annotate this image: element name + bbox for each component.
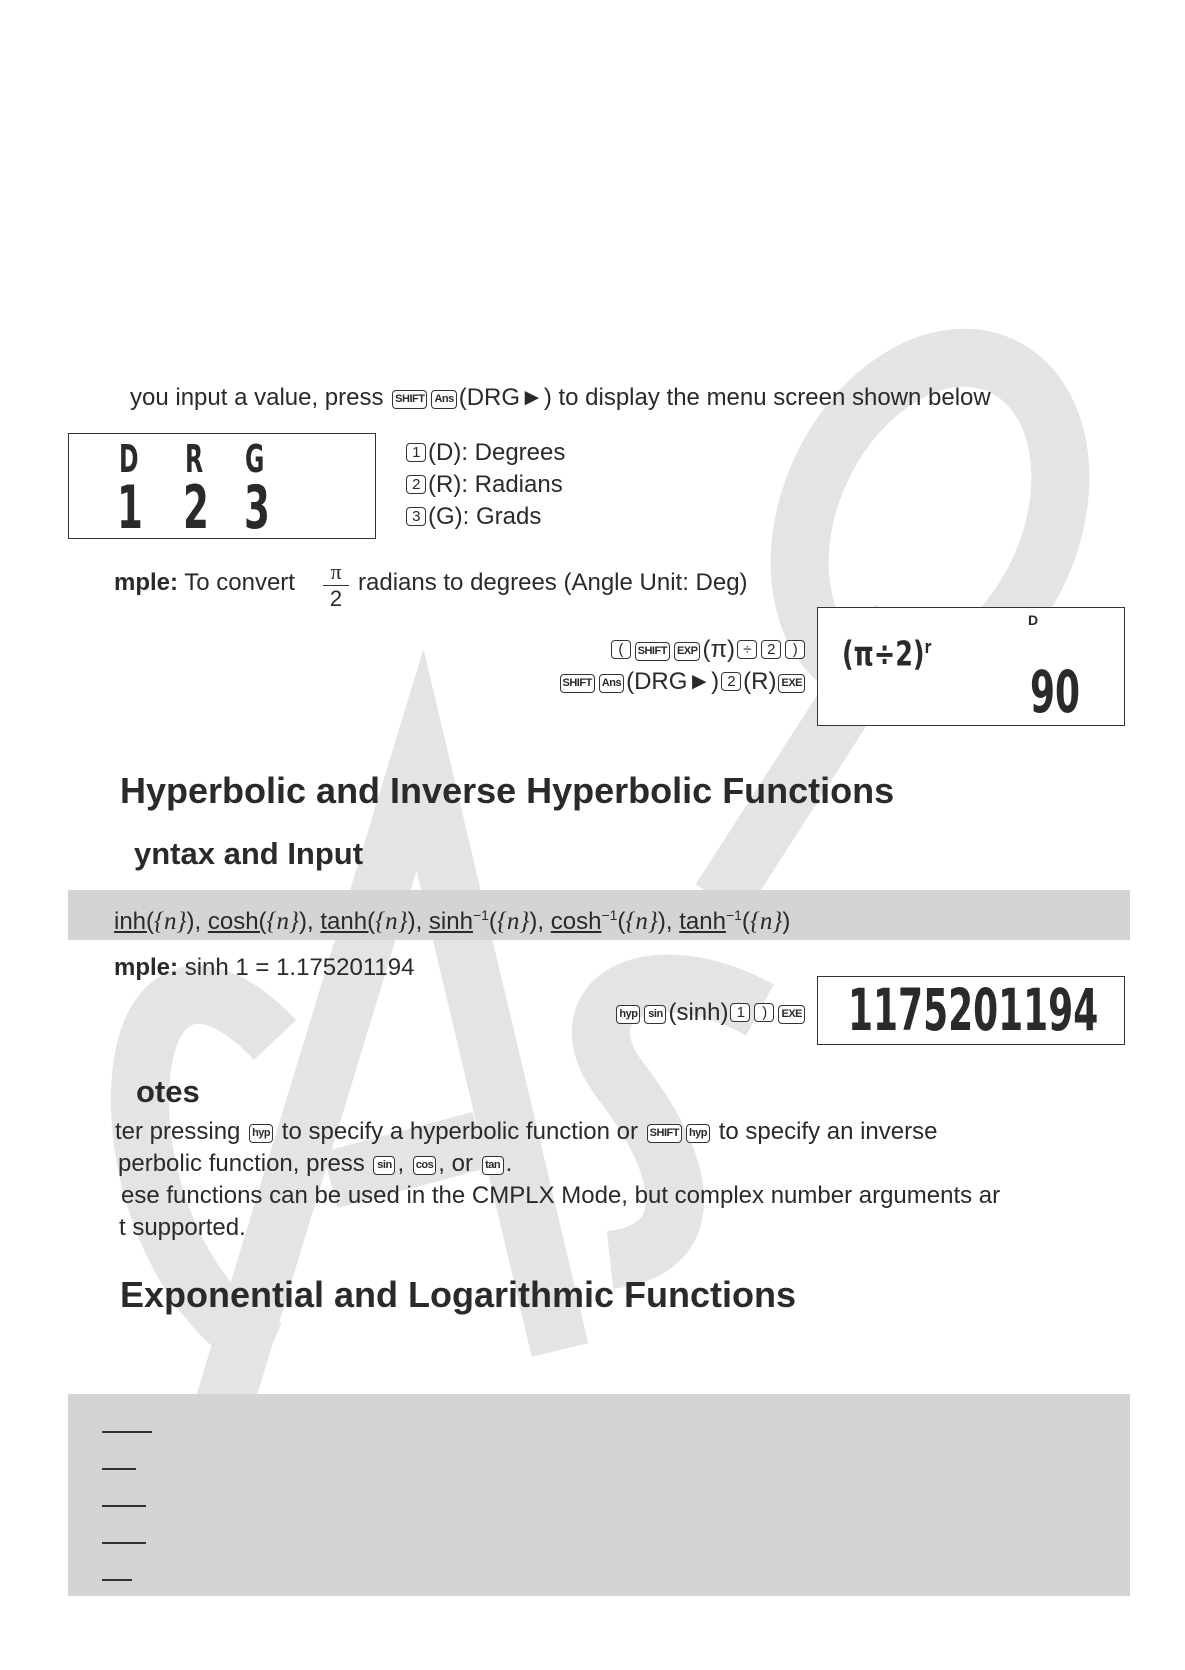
example1-display: [817, 607, 1125, 726]
inverse-mark: −1: [472, 907, 489, 923]
acosh-func: cosh: [550, 908, 602, 935]
result-value: 90: [1030, 658, 1081, 726]
arg: {n}: [496, 908, 530, 935]
inverse-mark: −1: [601, 907, 618, 923]
open-paren-key: (: [611, 640, 631, 659]
drg-option-radians: [404, 469, 563, 501]
close-paren-key: ): [785, 640, 805, 659]
radian-mark: r: [924, 637, 932, 658]
note-text: to specify a hyperbolic function or: [281, 1118, 638, 1145]
display-number-3: 3: [244, 473, 270, 543]
example1-keys-line2: [558, 666, 807, 698]
display-result: [1030, 658, 1111, 726]
key-2: 2: [761, 640, 781, 659]
sin-key: sin: [644, 1005, 666, 1024]
underline-mark: [102, 1579, 132, 1581]
close-paren-key: ): [754, 1003, 774, 1022]
key-1: 1: [406, 443, 426, 462]
note-text: to specify an inverse: [718, 1118, 938, 1145]
notes-line-2: [118, 1148, 512, 1180]
drg-intro-line: [130, 382, 991, 414]
shift-key: SHIFT: [635, 642, 670, 661]
section-title-hyperbolic: Hyperbolic and Inverse Hyperbolic Functions: [120, 770, 895, 811]
key-2: 2: [721, 672, 741, 691]
option-label: (R): Radians: [428, 471, 563, 498]
note-text: ter pressing: [115, 1118, 241, 1145]
display-letter-d: D: [119, 437, 139, 481]
drg-option-grads: [404, 501, 541, 533]
shift-key: SHIFT: [392, 390, 427, 409]
cos-key: cos: [413, 1156, 436, 1175]
drg-option-degrees: [404, 437, 565, 469]
pi-label: (π): [702, 636, 735, 663]
separator: , or: [438, 1150, 473, 1177]
pi-over-2-fraction: [323, 560, 349, 611]
fraction-denominator: 2: [329, 586, 343, 611]
ans-key: Ans: [431, 390, 456, 409]
shift-key: SHIFT: [560, 674, 595, 693]
drg-label: (DRG►): [626, 668, 720, 695]
arg: {n}: [375, 908, 408, 935]
display-input: [842, 628, 961, 674]
example2-display: [817, 976, 1125, 1045]
tanh-func: tanh(: [320, 908, 376, 935]
asinh-func: sinh: [428, 908, 473, 935]
hyp-key: hyp: [249, 1124, 273, 1143]
display-letter-r: R: [185, 437, 204, 481]
notes-line-3: ese functions can be used in the CMPLX Mode, but complex number arguments ar: [121, 1182, 1001, 1209]
hyp-key: hyp: [616, 1005, 640, 1024]
example-text-after: radians to degrees (Angle Unit: Deg): [358, 569, 748, 596]
input-expression: (π÷2): [842, 634, 925, 675]
inverse-mark: −1: [725, 907, 742, 923]
underline-mark: [102, 1505, 146, 1507]
example1-suffix: [358, 567, 748, 599]
arg: {n}: [749, 908, 783, 935]
display-number-1: 1: [117, 473, 143, 543]
intro-suffix: (DRG►) to display the menu screen shown below: [458, 384, 991, 411]
example-label: mple:: [114, 954, 179, 981]
example-text: To convert: [184, 569, 295, 596]
deg-indicator: D: [1028, 612, 1039, 628]
subtitle-syntax: yntax and Input: [134, 836, 364, 871]
example1-line: [114, 567, 295, 599]
note-text: perbolic function, press: [118, 1150, 365, 1177]
shift-key: SHIFT: [647, 1124, 682, 1143]
option-label: (D): Degrees: [428, 439, 566, 466]
notes-line-1: [115, 1116, 937, 1148]
arg: {n}: [154, 908, 187, 935]
example2-line: [114, 952, 414, 984]
example-label: mple:: [114, 569, 179, 596]
syntax-band-exponential: [68, 1394, 1130, 1596]
exe-key: EXE: [778, 674, 805, 693]
tan-key: tan: [482, 1156, 504, 1175]
period: .: [505, 1150, 513, 1177]
example1-keys-line1: [609, 634, 807, 666]
r-label: (R): [743, 668, 777, 695]
hyp-key: hyp: [686, 1124, 710, 1143]
underline-mark: [102, 1468, 136, 1470]
example2-keys: [614, 997, 807, 1029]
separator: ,: [397, 1150, 405, 1177]
arg: {n}: [625, 908, 658, 935]
display-letter-g: G: [245, 437, 265, 481]
arg: {n}: [266, 908, 300, 935]
key-2: 2: [406, 475, 426, 494]
syntax-line: inh({n}), cosh({n}), tanh({n}), $\sinh^{-1}(\{n\})$, $\cosh^{-1}(\{n\})$, $\tanh^{-1}(\{n\})$: [104, 899, 790, 938]
display-number-2: 2: [183, 473, 209, 543]
key-3: 3: [406, 507, 426, 526]
intro-text: you input a value, press: [130, 384, 384, 411]
example-text: sinh 1 = 1.175201194: [184, 954, 415, 981]
sinh-label: (sinh): [668, 999, 729, 1026]
cosh-func: cosh(: [207, 908, 267, 935]
fraction-numerator: π: [330, 559, 342, 584]
exp-key: EXP: [674, 642, 701, 661]
divide-key: ÷: [737, 640, 757, 659]
result-value: 1175201194: [848, 976, 1099, 1044]
notes-line-4: t supported.: [119, 1214, 246, 1241]
underline-mark: [102, 1431, 152, 1433]
drg-menu-display: [68, 433, 376, 543]
option-label: (G): Grads: [428, 503, 542, 530]
sinh-func: inh(: [114, 908, 155, 935]
exe-key: EXE: [778, 1005, 805, 1024]
ans-key: Ans: [599, 674, 624, 693]
sin-key: sin: [373, 1156, 395, 1175]
section-title-exponential: Exponential and Logarithmic Functions: [120, 1274, 797, 1315]
key-1: 1: [730, 1003, 750, 1022]
notes-title: otes: [136, 1074, 200, 1109]
underline-mark: [102, 1542, 146, 1544]
atanh-func: tanh: [679, 908, 726, 935]
